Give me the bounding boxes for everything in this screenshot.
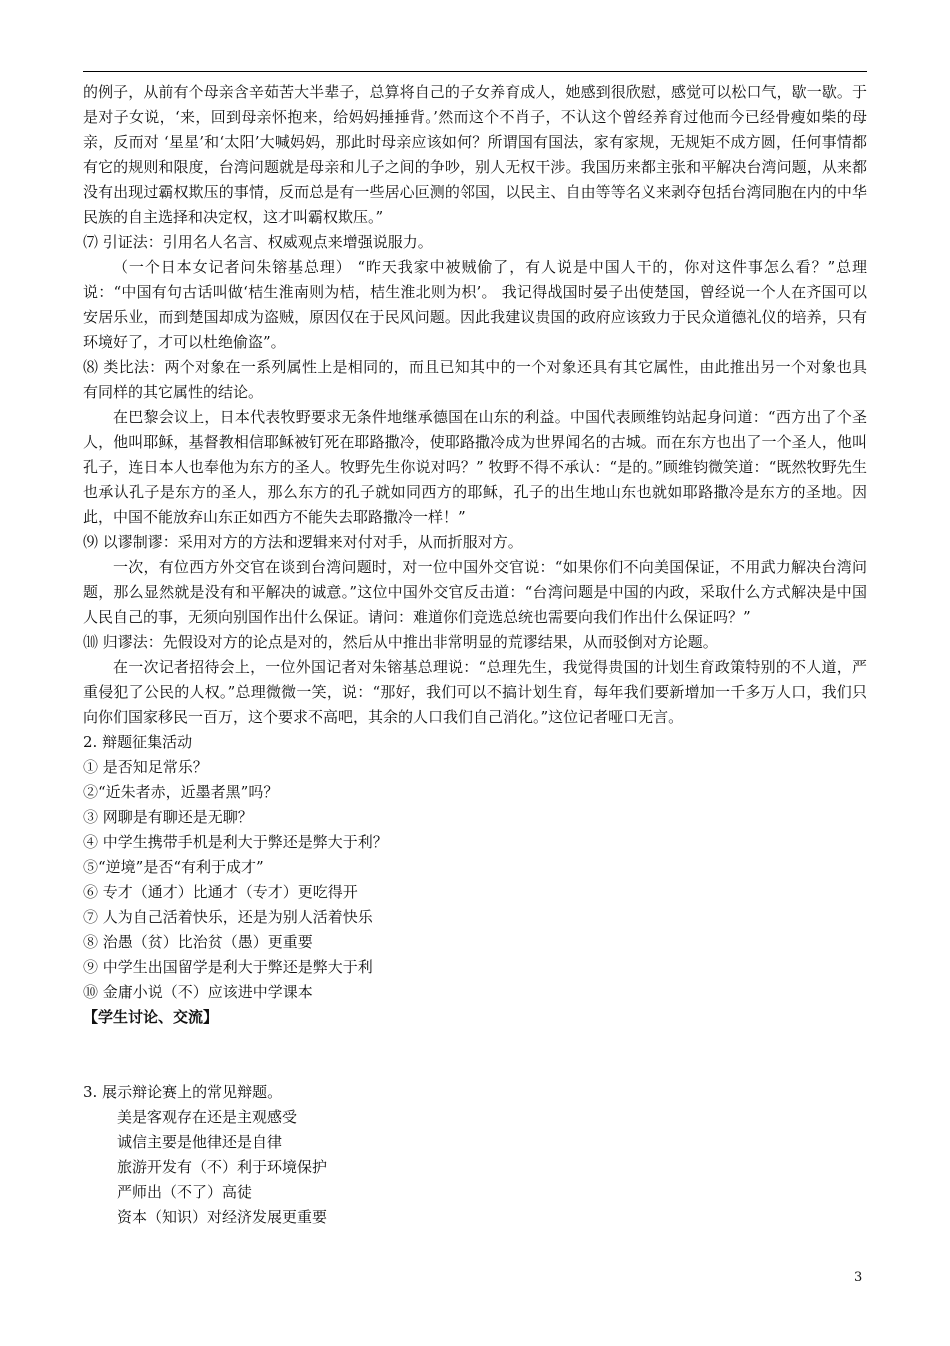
- page-number: 3: [854, 1270, 863, 1285]
- list-item: ⑨ 中学生出国留学是利大于弊还是弊大于利: [83, 958, 373, 976]
- list-item: 美是客观存在还是主观感受: [117, 1108, 298, 1126]
- list-item: ④ 中学生携带手机是利大于弊还是弊大于利？: [83, 833, 388, 851]
- spacer: [83, 1030, 867, 1080]
- list-item: ③ 网聊是有聊还是无聊？: [83, 808, 253, 826]
- list-item: ⑤“逆境”是否“有利于成才”: [83, 858, 264, 876]
- list-item: ⑥ 专才（通才）比通才（专才）更吃得开: [83, 883, 358, 901]
- method-citation: ⑺ 引证法：引用名人名言、权威观点来增强说服力。: [83, 233, 433, 251]
- document-body: [83, 80, 867, 1230]
- example-citation: （一个日本女记者问朱镕基总理） “昨天我家中被贼偷了，有人说是中国人干的，你对这件事怎么看？”总理说：“中国有句古话叫做‘桔生淮南则为桔，桔生淮北则为枳’。 我记得战国时晏子出使楚国，曾经说一个人在齐国可以安居乐业，而到楚国却成为盗贼，原因仅在于民风问题。因此我建议贵国的政府应该致力于民众道德礼仪的培养，只有环境好了，才可以杜绝偷盗”。: [83, 258, 867, 351]
- section2-heading: 2. 辩题征集活动: [83, 733, 193, 751]
- example-counter-absurdity: 一次，有位西方外交官在谈到台湾问题时，对一位中国外交官说：“如果你们不向美国保证，不用武力解决台湾问题，那么显然就是没有和平解决的诚意。”这位中国外交官反击道：“台湾问题是中国的内政，采取什么方式解决是中国人民自己的事，无须向别国作出什么保证。请问：难道你们竞选总统也需要向我们作出什么保证吗？”: [83, 558, 867, 626]
- example-analogy: 在巴黎会议上，日本代表牧野要求无条件地继承德国在山东的利益。中国代表顾维钧站起身问道：“西方出了个圣人，他叫耶稣，基督教相信耶稣被钉死在耶路撒冷，使耶路撒冷成为世界闻名的古城。而在东方也出了一个圣人，他叫孔子，连日本人也奉他为东方的圣人。牧野先生你说对吗？” 牧野不得不承认：“是的。”顾维钧微笑道：“既然牧野先生也承认孔子是东方的圣人，那么东方的孔子就如同西方的耶稣，孔子的出生地山东也就如耶路撒冷是东方的圣地。因此，中国不能放弃山东正如西方不能失去耶路撒冷一样！”: [83, 408, 867, 526]
- discussion-label: 【学生讨论、交流】: [83, 1008, 219, 1026]
- debate-topic-list: [83, 755, 867, 1005]
- list-item: ⑩ 金庸小说（不）应该进中学课本: [83, 983, 313, 1001]
- method-counter-absurdity: ⑼ 以谬制谬：采用对方的方法和逻辑来对付对手，从而折服对方。: [83, 533, 523, 551]
- list-item: ① 是否知足常乐？: [83, 758, 208, 776]
- list-item: 诚信主要是他律还是自律: [117, 1133, 283, 1151]
- paragraph-continued-example: 的例子，从前有个母亲含辛茹苦大半辈子，总算将自己的子女养育成人，她感到很欣慰，感觉可以松口气，歇一歇。于是对子女说，‘来，回到母亲怀抱来，给妈妈捶捶背。’然而这个不肖子，不认这个曾经养育过他而今已经骨瘦如柴的母亲，反而对 ‘星星’和‘太阳’大喊妈妈，那此时母亲应该如何？所谓国有国法，家有家规，无规矩不成方圆，任何事情都有它的规则和限度，台湾问题就是母亲和儿子之间的争吵，别人无权干涉。我国历来都主张和平解决台湾问题，从来都没有出现过霸权欺压的事情，反而总是有一些居心叵测的邻国，以民主、自由等等名义来剥夺包括台湾同胞在内的中华民族的自主选择和决定权，这才叫霸权欺压。”: [83, 83, 867, 226]
- example-reductio: 在一次记者招待会上，一位外国记者对朱镕基总理说：“总理先生，我觉得贵国的计划生育政策特别的不人道，严重侵犯了公民的人权。”总理微微一笑，说：“那好，我们可以不搞计划生育，每年我们要新增加一千多万人口，我们只向你们国家移民一百万，这个要求不高吧，其余的人口我们自己消化。”这位记者哑口无言。: [83, 658, 867, 726]
- section3-heading: 3. 展示辩论赛上的常见辩题。: [83, 1083, 283, 1101]
- list-item: 资本（知识）对经济发展更重要: [117, 1208, 328, 1226]
- header-rule: [83, 71, 867, 72]
- method-analogy: ⑻ 类比法：两个对象在一系列属性上是相同的，而且已知其中的一个对象还具有其它属性，由此推出另一个对象也具有同样的其它属性的结论。: [83, 358, 867, 401]
- list-item: ②“近朱者赤，近墨者黑”吗？: [83, 783, 279, 801]
- list-item: 严师出（不了）高徒: [117, 1183, 253, 1201]
- list-item: ⑧ 治愚（贫）比治贫（愚）更重要: [83, 933, 313, 951]
- common-topics-list: [83, 1105, 867, 1230]
- method-reductio: ⑽ 归谬法：先假设对方的论点是对的，然后从中推出非常明显的荒谬结果，从而驳倒对方论题。: [83, 633, 718, 651]
- list-item: ⑦ 人为自己活着快乐，还是为别人活着快乐: [83, 908, 373, 926]
- list-item: 旅游开发有（不）利于环境保护: [117, 1158, 328, 1176]
